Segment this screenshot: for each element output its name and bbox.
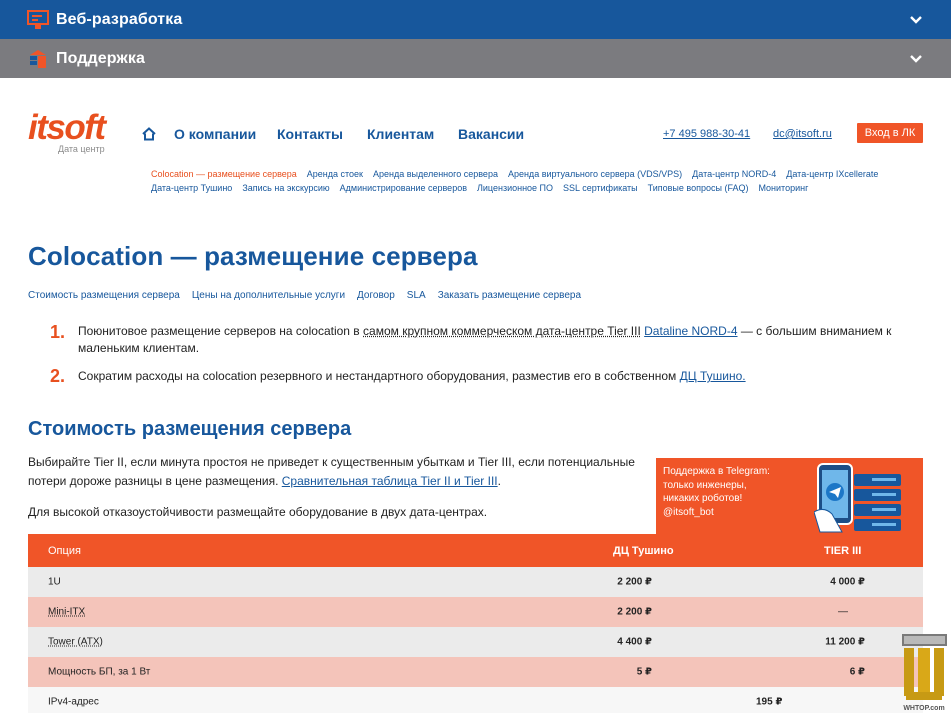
subnav-ixcellerate[interactable]: Дата-центр IXcellerate — [786, 169, 879, 179]
row-tushino-price: 4 400 ₽ — [617, 636, 652, 648]
subnav-nord4[interactable]: Дата-центр NORD-4 — [692, 169, 777, 179]
anchor-extra-prices[interactable]: Цены на дополнительные услуги — [191, 290, 346, 301]
largest-dc-link[interactable]: самом крупном коммерческом дата-центре Tier III — [363, 324, 641, 338]
support-server-icon — [27, 49, 49, 69]
telegram-bot-handle: @itsoft_bot — [663, 507, 714, 519]
header-option: Опция — [48, 544, 81, 557]
table-row — [28, 567, 923, 597]
table-row — [28, 627, 923, 657]
anchor-contract[interactable]: Договор — [357, 290, 395, 301]
support-label: Поддержка — [56, 49, 145, 67]
subnav-licensed-software[interactable]: Лицензионное ПО — [476, 183, 554, 193]
table-row — [28, 597, 923, 627]
email-link[interactable]: dc@itsoft.ru — [773, 128, 832, 140]
subnav-tushino[interactable]: Дата-центр Тушино — [151, 183, 233, 193]
header-tushino: ДЦ Тушино — [613, 544, 674, 557]
row-tushino-price: 5 ₽ — [636, 666, 652, 678]
benefit-text: Сократим расходы на colocation резервного и нестандартного оборудования, разместив его в собственном — [78, 369, 680, 383]
tier-comparison-link[interactable]: Сравнительная таблица Tier II и Tier III — [281, 474, 498, 488]
login-button[interactable]: Вход в ЛК — [857, 123, 923, 143]
anchor-sla[interactable]: SLA — [406, 290, 426, 301]
benefit-number: 1. — [50, 322, 66, 342]
anchor-cost[interactable]: Стоимость размещения сервера — [28, 290, 180, 301]
anchor-order[interactable]: Заказать размещение сервера — [437, 290, 582, 301]
row-option: 1U — [48, 576, 61, 588]
benefit-text: — с большим вниманием к маленьким клиентам. — [78, 324, 892, 355]
chevron-down-icon[interactable] — [909, 54, 923, 64]
telegram-line: Поддержка в Telegram: — [663, 466, 770, 477]
itsoft-logo[interactable] — [28, 108, 124, 158]
header-tier3: TIER III — [824, 544, 862, 557]
pricing-paragraph-1 — [28, 453, 648, 491]
subnav-faq[interactable]: Типовые вопросы (FAQ) — [647, 183, 749, 193]
pricing-table — [28, 534, 923, 713]
pricing-paragraph-2: Для высокой отказоустойчивости размещайте оборудование в двух дата-центрах. — [28, 505, 488, 519]
subnav-row-2 — [151, 183, 931, 193]
logo-subtitle: Дата центр — [58, 144, 105, 154]
support-bar[interactable] — [0, 39, 951, 78]
page-title: Colocation — размещение сервера — [28, 241, 478, 271]
row-tier3-price: 4 000 ₽ — [830, 576, 865, 588]
subnav-rack-rent[interactable]: Аренда стоек — [306, 169, 363, 179]
benefit-item — [78, 323, 898, 357]
row-option-tower[interactable]: Tower (ATX) — [48, 636, 103, 648]
web-development-bar[interactable] — [0, 0, 951, 39]
benefit-text: Поюнитовое размещение серверов на colocation в — [78, 324, 364, 338]
web-development-label: Веб-разработка — [56, 10, 183, 28]
dataline-nord4-link[interactable]: Dataline NORD-4 — [644, 324, 738, 338]
table-row — [28, 687, 923, 713]
telegram-support-banner[interactable] — [656, 458, 923, 534]
watermark-text: WHTOP.com — [903, 705, 945, 712]
row-option: IPv4-адрес — [48, 696, 99, 708]
row-option-mini-itx[interactable]: Mini-ITX — [48, 606, 86, 618]
row-tier3-price: 6 ₽ — [849, 666, 865, 678]
benefit-item — [78, 368, 898, 385]
telegram-phone-servers-icon — [814, 462, 914, 534]
row-tier3-price: — — [838, 606, 848, 618]
anchor-links — [28, 290, 593, 301]
row-option: Мощность БП, за 1 Вт — [48, 666, 151, 678]
subnav-admin[interactable]: Администрирование серверов — [339, 183, 467, 193]
table-header — [28, 534, 923, 567]
tushino-dc-link[interactable]: ДЦ Тушино. — [679, 369, 746, 383]
row-tier3-price: 11 200 ₽ — [825, 636, 865, 648]
nav-contacts[interactable]: Контакты — [277, 126, 344, 142]
monitor-code-icon — [27, 10, 49, 30]
subnav-row-1 — [151, 169, 931, 179]
home-icon[interactable] — [142, 127, 156, 141]
nav-clients[interactable]: Клиентам — [367, 126, 435, 142]
telegram-banner-text — [663, 465, 813, 520]
nav-about[interactable]: О компании — [174, 126, 257, 142]
row-shared-price: 195 ₽ — [756, 696, 783, 708]
subnav-vds[interactable]: Аренда виртуального сервера (VDS/VPS) — [507, 169, 683, 179]
benefit-number: 2. — [50, 366, 66, 386]
telegram-line: никаких роботов! — [663, 493, 743, 505]
whtop-watermark-logo — [898, 632, 951, 713]
subnav-excursion[interactable]: Запись на экскурсию — [242, 183, 330, 193]
nav-vacancies[interactable]: Вакансии — [458, 126, 525, 142]
subnav-ssl[interactable]: SSL сертификаты — [563, 183, 638, 193]
logo-word: itsoft — [28, 108, 105, 147]
subnav-monitoring[interactable]: Мониторинг — [758, 183, 809, 193]
row-tushino-price: 2 200 ₽ — [617, 576, 652, 588]
pricing-text: . — [497, 474, 501, 488]
subnav-colocation[interactable]: Colocation — размещение сервера — [151, 169, 297, 179]
telegram-line: только инженеры, — [663, 479, 747, 491]
phone-link[interactable]: +7 495 988-30-41 — [663, 128, 751, 140]
pricing-text: Выбирайте Tier II, если минута простоя не приведет к существенным убыткам и Tier III, если потенциальные потери дороже разницы в цене размещения. — [28, 455, 635, 488]
table-row — [28, 657, 923, 687]
chevron-down-icon[interactable] — [909, 15, 923, 25]
subnav-dedicated[interactable]: Аренда выделенного сервера — [373, 169, 498, 179]
row-tushino-price: 2 200 ₽ — [617, 606, 652, 618]
pricing-section-title: Стоимость размещения сервера — [28, 418, 352, 440]
